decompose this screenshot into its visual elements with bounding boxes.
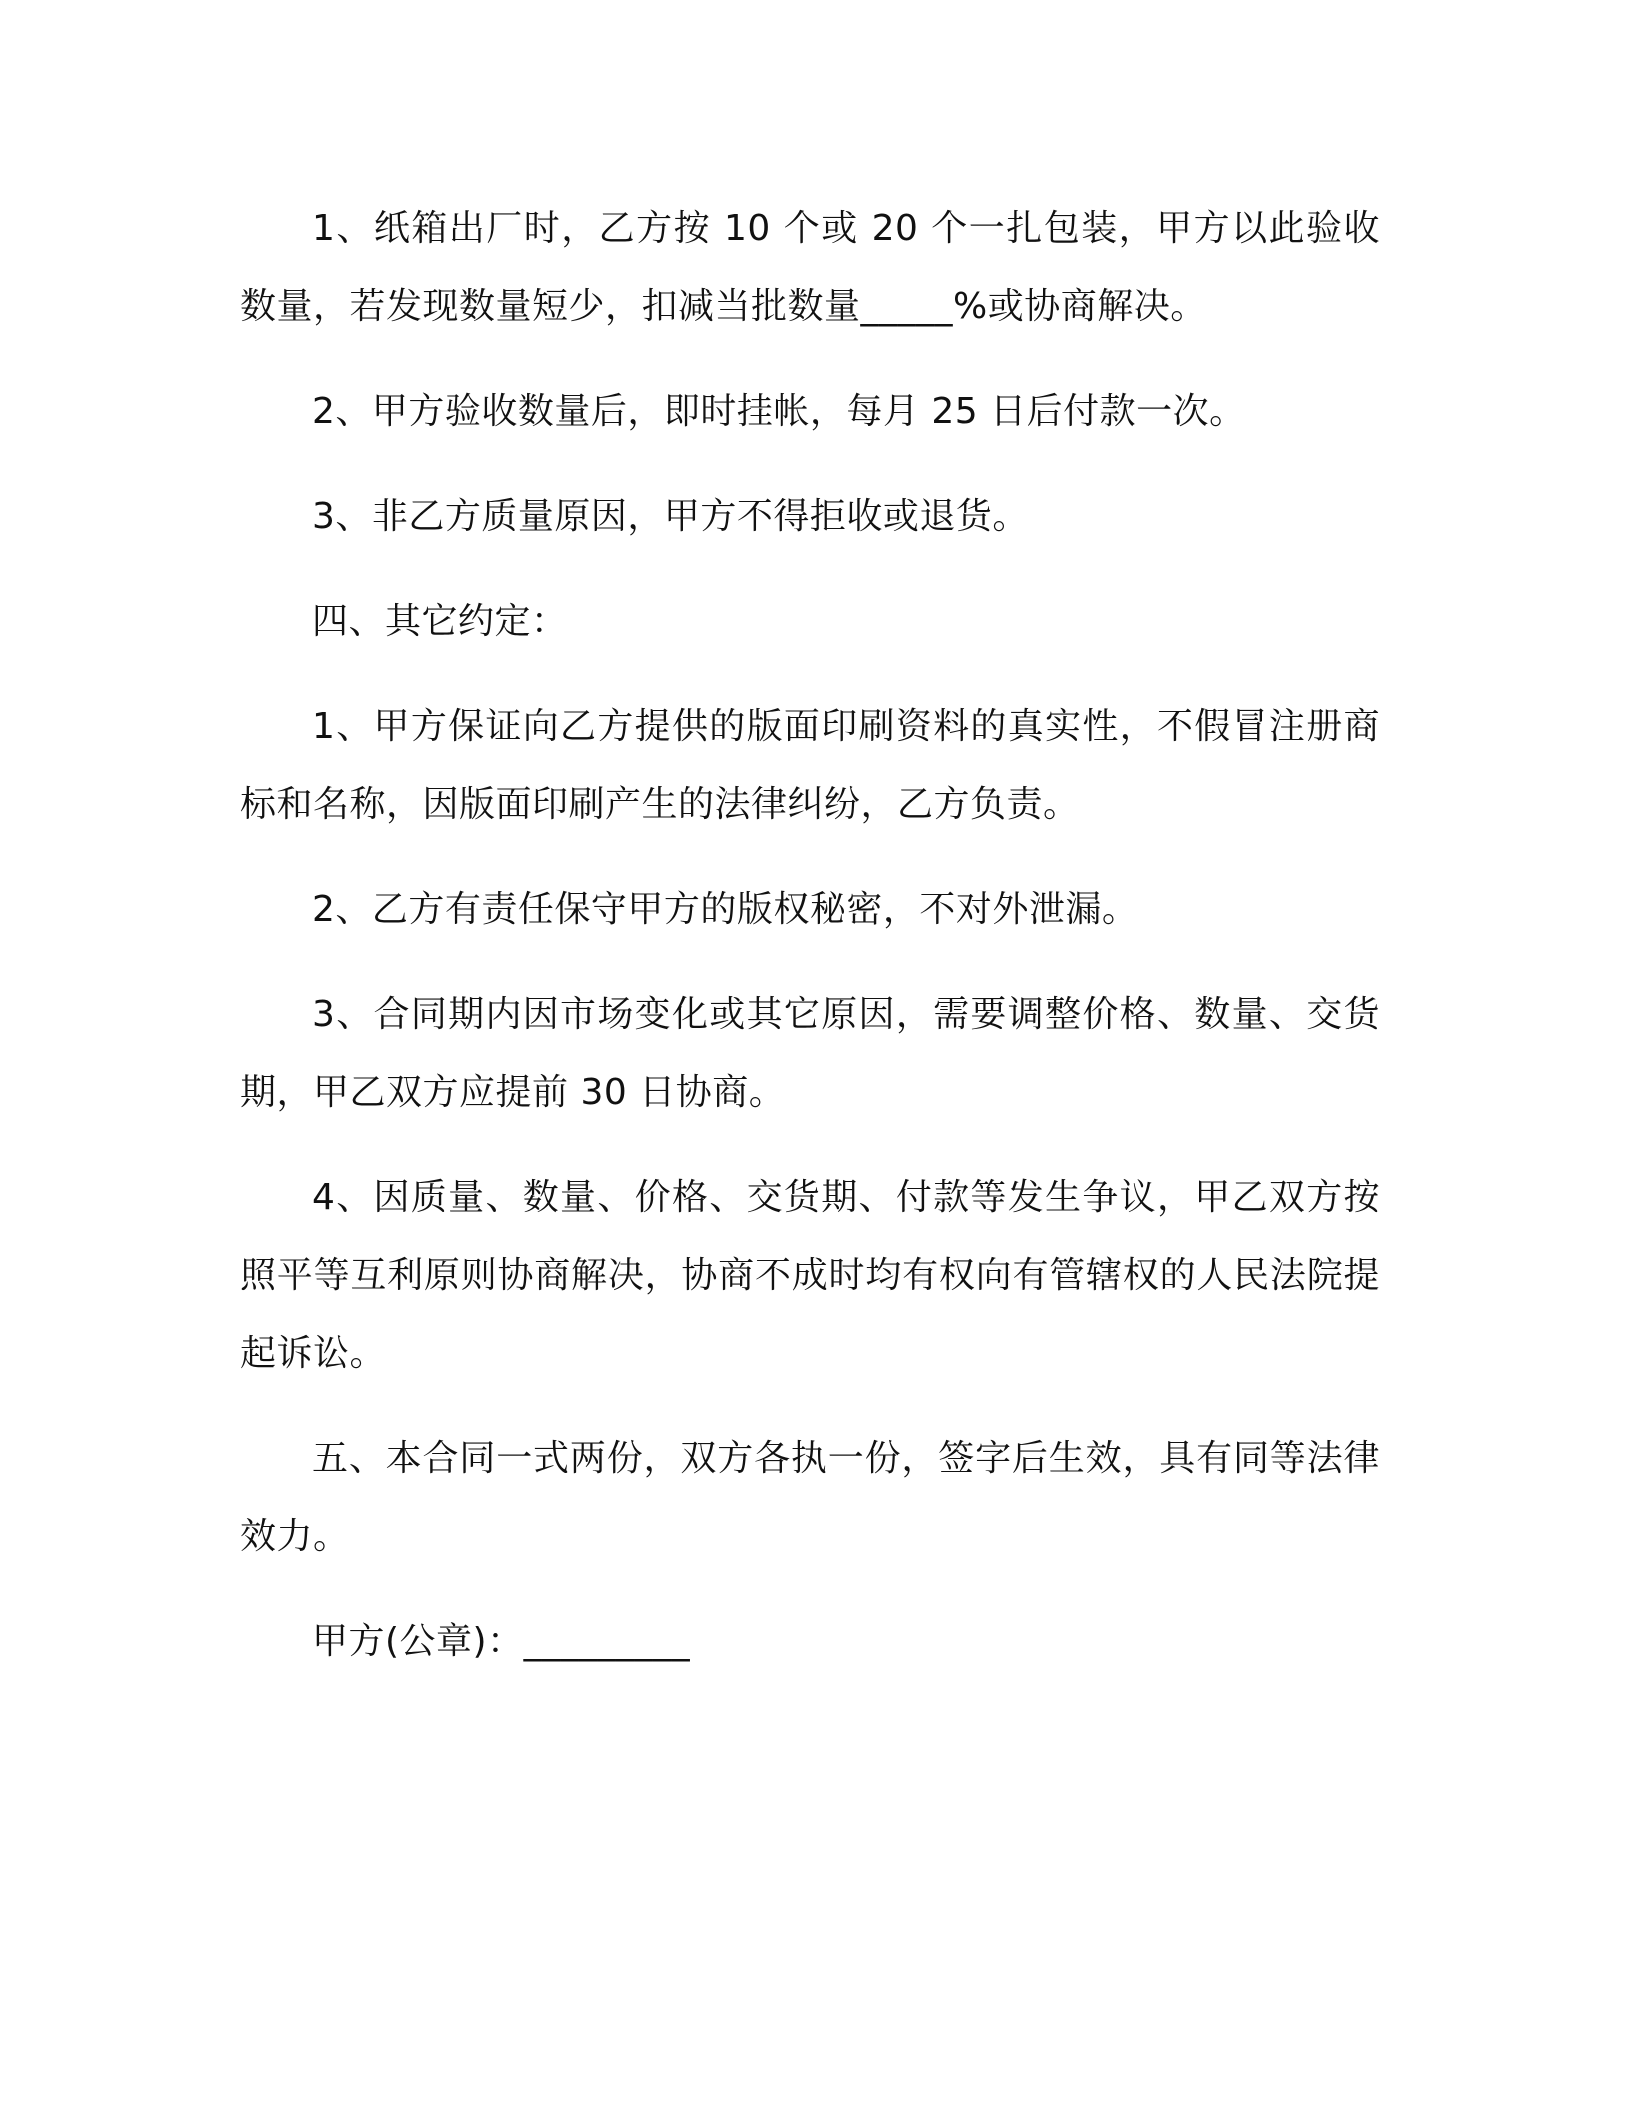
clause-price-adjustment: 3、合同期内因市场变化或其它原因，需要调整价格、数量、交货期，甲乙双方应提前 30 日协商。 — [240, 994, 1380, 1113]
clause-payment: 2、甲方验收数量后，即时挂帐，每月 25 日后付款一次。 — [312, 391, 1246, 432]
document-body — [240, 190, 1380, 1708]
clause-confidentiality: 2、乙方有责任保守甲方的版权秘密，不对外泄漏。 — [312, 889, 1139, 930]
clause-print-materials: 1、甲方保证向乙方提供的版面印刷资料的真实性，不假冒注册商标和名称，因版面印刷产生的法律纠纷，乙方负责。 — [240, 706, 1380, 825]
clause-dispute-resolution: 4、因质量、数量、价格、交货期、付款等发生争议，甲乙双方按照平等互利原则协商解决，协商不成时均有权向有管辖权的人民法院提起诉讼。 — [240, 1177, 1380, 1374]
section-heading-other-terms: 四、其它约定： — [312, 601, 568, 642]
clause-no-rejection: 3、非乙方质量原因，甲方不得拒收或退货。 — [312, 496, 1029, 537]
signature-line-party-a: 甲方(公章)：_________ — [312, 1621, 691, 1662]
clause-copies-effectiveness: 五、本合同一式两份，双方各执一份，签字后生效，具有同等法律效力。 — [240, 1438, 1380, 1557]
clause-quantity-inspection: 1、纸箱出厂时，乙方按 10 个或 20 个一扎包装，甲方以此验收数量，若发现数量短少，扣减当批数量_____%或协商解决。 — [240, 208, 1380, 327]
